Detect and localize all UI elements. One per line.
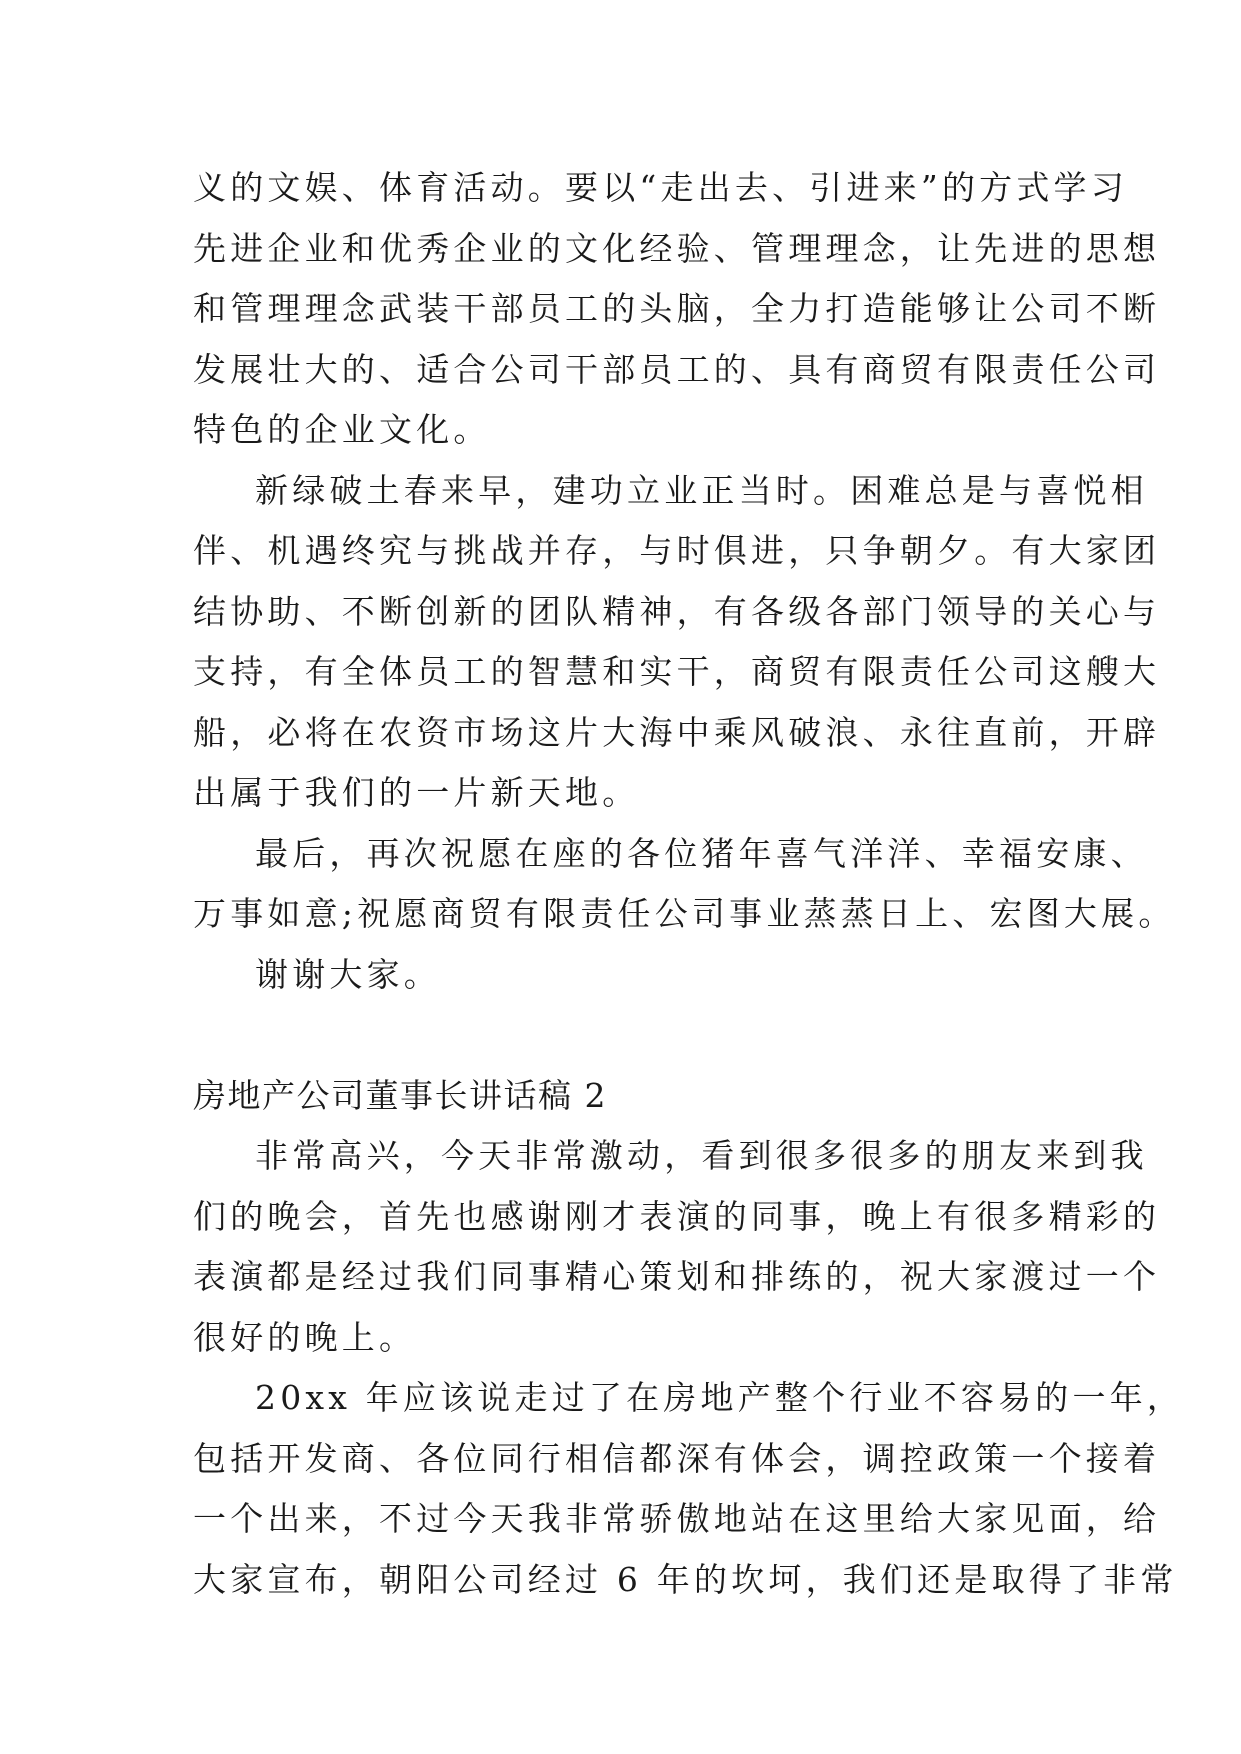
document-body	[193, 158, 1185, 1610]
text-line: 新绿破土春来早，建功立业正当时。困难总是与喜悦相	[255, 470, 1148, 510]
text-line: 万事如意;祝愿商贸有限责任公司事业蒸蒸日上、宏图大展。	[193, 894, 1176, 933]
text-line: 很好的晚上。	[193, 1317, 417, 1357]
text-line: 表演都是经过我们同事精心策划和排练的，祝大家渡过一个	[193, 1257, 1161, 1296]
text-line: 支持，有全体员工的智慧和实干，商贸有限责任公司这艘大	[193, 652, 1161, 691]
text-line: 大家宣布，朝阳公司经过 6 年的坎坷，我们还是取得了非常	[193, 1559, 1178, 1599]
text-line: 结协助、不断创新的团队精神，有各级各部门领导的关心与	[193, 591, 1161, 631]
text-line: 非常高兴，今天非常激动，看到很多很多的朋友来到我	[255, 1136, 1148, 1175]
text-line: 最后，再次祝愿在座的各位猪年喜气洋洋、幸福安康、	[255, 833, 1148, 873]
section-heading: 房地产公司董事长讲话稿 2	[193, 1075, 607, 1115]
text-line: 发展壮大的、适合公司干部员工的、具有商贸有限责任公司	[193, 349, 1161, 389]
paragraph	[193, 824, 1176, 945]
paragraph	[193, 461, 1161, 824]
paragraph	[193, 1126, 1161, 1368]
blank-line	[193, 1005, 1053, 1066]
text-line: 谢谢大家。	[255, 954, 441, 994]
text-line: 包括开发商、各位同行相信都深有体会，调控政策一个接着	[193, 1438, 1161, 1478]
text-line: 先进企业和优秀企业的文化经验、管理理念，让先进的思想	[193, 228, 1161, 268]
text-line: 特色的企业文化。	[193, 410, 491, 449]
paragraph	[193, 945, 1053, 1006]
text-line: 20xx 年应该说走过了在房地产整个行业不容易的一年，	[255, 1378, 1185, 1417]
paragraph	[193, 158, 1161, 461]
text-line: 出属于我们的一片新天地。	[193, 773, 640, 812]
text-line: 和管理理念武装干部员工的头脑，全力打造能够让公司不断	[193, 289, 1161, 328]
text-line: 义的文娱、体育活动。要以“走出去、引进来”的方式学习	[193, 168, 1128, 207]
paragraph	[193, 1368, 1185, 1610]
text-line: 船，必将在农资市场这片大海中乘风破浪、永往直前，开辟	[193, 712, 1161, 752]
text-line: 伴、机遇终究与挑战并存，与时俱进，只争朝夕。有大家团	[193, 531, 1161, 570]
text-line: 一个出来，不过今天我非常骄傲地站在这里给大家见面，给	[193, 1499, 1161, 1538]
text-line: 们的晚会，首先也感谢刚才表演的同事，晚上有很多精彩的	[193, 1196, 1161, 1236]
